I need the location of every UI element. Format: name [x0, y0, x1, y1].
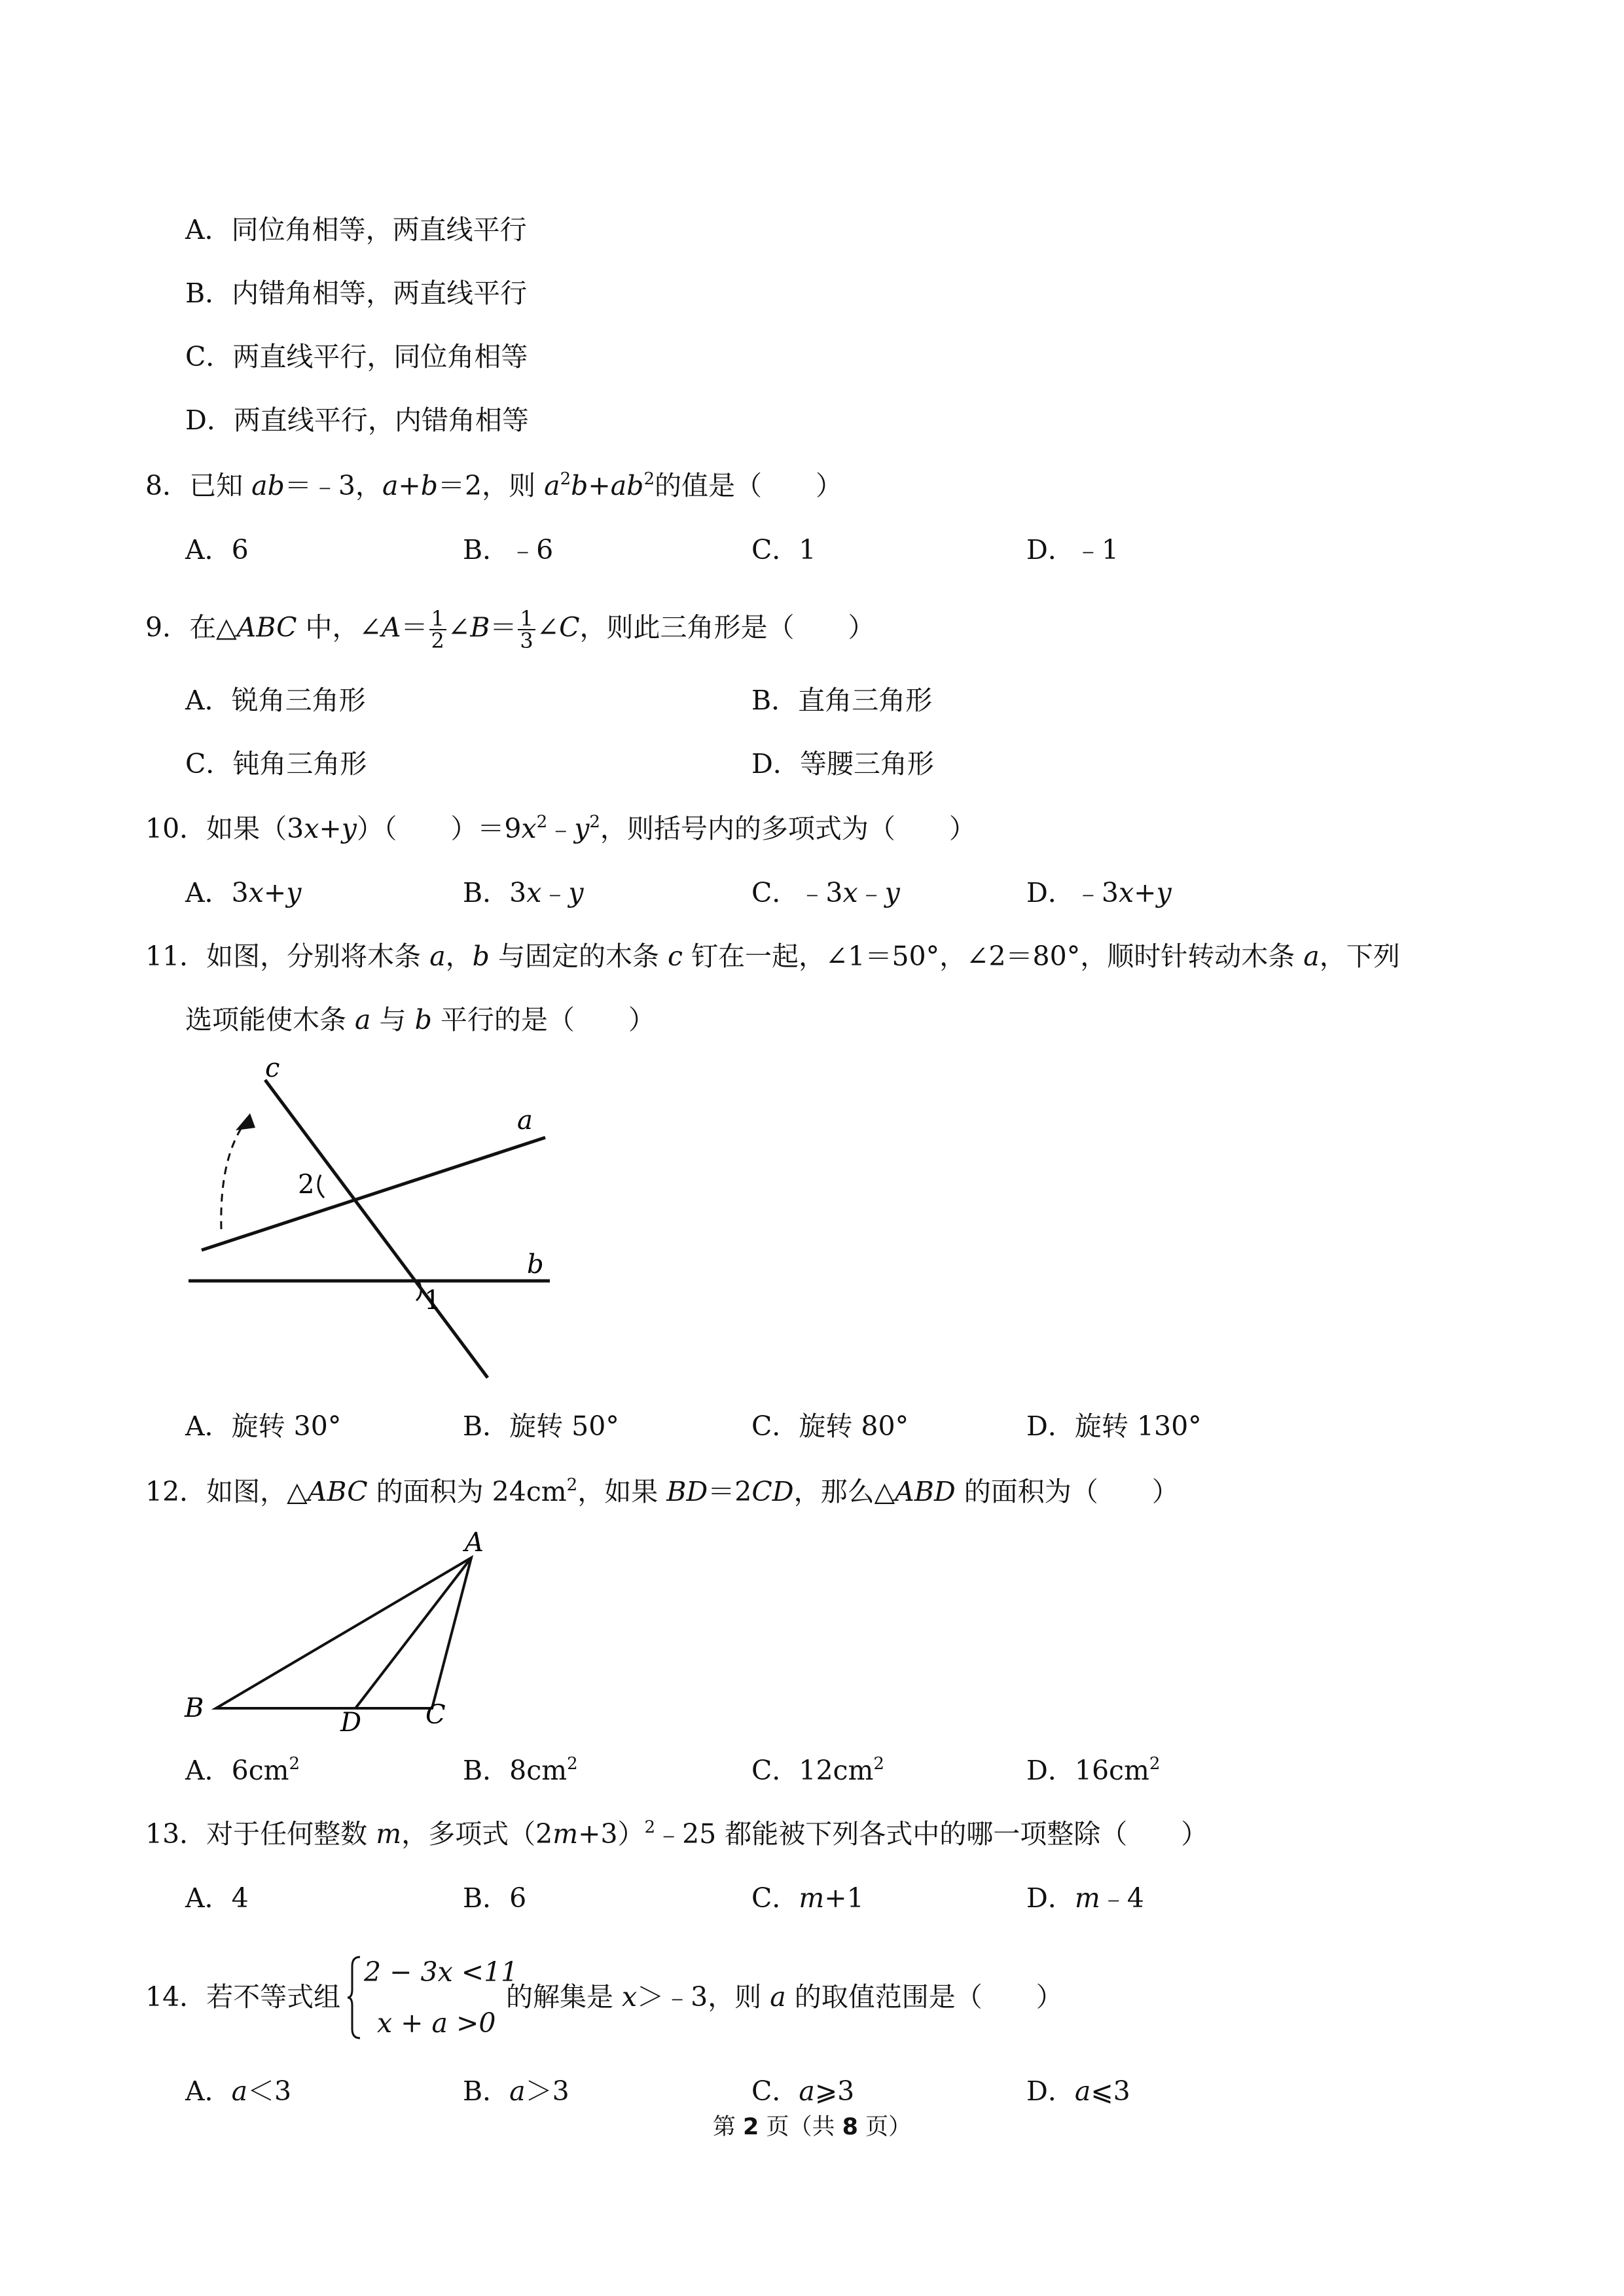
line-c [265, 1080, 488, 1378]
label-a: a [517, 1105, 533, 1136]
q8-option-a: A．6 [185, 534, 249, 565]
q13-option-c: C．m+1 [751, 1882, 864, 1914]
q11-stem-line2: 选项能使木条 a 与 b 平行的是（ ） [185, 1004, 655, 1035]
q11-option-b: B．旋转 50° [463, 1410, 619, 1442]
q11-stem-line1: 11．如图，分别将木条 a，b 与固定的木条 c 钉在一起，∠1＝50°，∠2＝80°，顺时针转动木条 a，下列 [145, 941, 1400, 972]
q14-inequality-1: 2 − 3x <11 [364, 1956, 518, 1988]
q14-stem-suffix: 的解集是 x＞﹣3，则 a 的取值范围是（ ） [506, 1981, 1063, 2013]
q8-option-c: C．1 [751, 534, 816, 565]
label-A: A [465, 1528, 484, 1558]
q13-option-a: A．4 [185, 1882, 249, 1914]
angle-2-arc [318, 1175, 324, 1198]
q14-option-d: D．a⩽3 [1026, 2075, 1130, 2107]
q9-option-a: A．锐角三角形 [185, 685, 366, 716]
q7-option-c: C．两直线平行，同位角相等 [185, 341, 528, 372]
q14-option-a: A．a＜3 [185, 2075, 292, 2107]
q12-figure [177, 1522, 504, 1738]
segment-ad [355, 1558, 471, 1708]
q11-option-a: A．旋转 30° [185, 1410, 342, 1442]
q10-option-d: D．﹣3x+y [1026, 877, 1172, 908]
q10-option-b: B．3x﹣y [463, 877, 584, 908]
q14-option-c: C．a⩾3 [751, 2075, 855, 2107]
q12-option-b: B．$8cm^2$ [463, 1754, 578, 1786]
q13-option-b: B．6 [463, 1882, 527, 1914]
q11-option-c: C．旋转 80° [751, 1410, 909, 1442]
label-b: b [527, 1249, 544, 1280]
q11-option-d: D．旋转 130° [1026, 1410, 1202, 1442]
label-B: B [185, 1693, 204, 1723]
line-a [202, 1138, 545, 1250]
label-c: c [265, 1057, 280, 1083]
q14-system-brace [347, 1956, 361, 2039]
triangle-abc [216, 1558, 471, 1708]
q7-option-b: B．内错角相等，两直线平行 [185, 278, 528, 309]
q9-stem: 9．在△ABC 中，∠A＝ $\frac{1}{2}$ ∠B＝ $\frac{1}{3}$ ∠C，则此三角形是（ ） [145, 606, 875, 653]
q9-option-b: B．直角三角形 [751, 685, 933, 716]
label-D: D [340, 1708, 362, 1738]
q12-option-c: C．$12cm^2$ [751, 1754, 884, 1786]
q8-option-b: B．﹣6 [463, 534, 554, 565]
q12-stem: 12．如图，△ABC 的面积为 $24cm^2$，如果 BD＝2CD，那么△ABD 的面积为（ ） [145, 1475, 1179, 1507]
q8-stem: 8．已知 ab＝﹣3，a+b＝2，则 $a^2b+ab^2$的值是（ ） [145, 469, 842, 501]
arrow-head-icon [236, 1113, 255, 1130]
q12-option-a: A．$6cm^2$ [185, 1754, 300, 1786]
q11-figure [177, 1057, 569, 1388]
q13-option-d: D．m﹣4 [1026, 1882, 1144, 1914]
q13-stem: 13．对于任何整数 m，多项式$(2m+3)^2﹣25$ 都能被下列各式中的哪一项整除（ ） [145, 1818, 1208, 1850]
q10-stem: 10．如果（3x+y）（ ）$=9x^2﹣y^2$，则括号内的多项式为（ ） [145, 812, 976, 844]
q9-option-d: D．等腰三角形 [751, 748, 934, 780]
page-footer: 第 2 页（共 8 页） [712, 2114, 912, 2140]
q8-option-d: D．﹣1 [1026, 534, 1119, 565]
q14-inequality-2: x + a >0 [377, 2007, 496, 2039]
q10-option-a: A．3x+y [185, 877, 302, 908]
label-1: 1 [424, 1285, 441, 1316]
q10-option-c: C．﹣3x﹣y [751, 877, 900, 908]
label-C: C [425, 1700, 446, 1730]
q12-option-d: D．$16cm^2$ [1026, 1754, 1161, 1786]
label-2: 2 [298, 1170, 315, 1200]
q9-fraction-half: $\frac{1}{2}$ [429, 608, 446, 651]
rotation-arrow [221, 1119, 247, 1229]
q7-option-a: A．同位角相等，两直线平行 [185, 214, 527, 245]
q9-fraction-third: $\frac{1}{3}$ [518, 608, 535, 651]
q14-stem-prefix: 14．若不等式组 [145, 1981, 341, 2013]
q9-option-c: C．钝角三角形 [185, 748, 367, 780]
q14-option-b: B．a＞3 [463, 2075, 569, 2107]
q7-option-d: D．两直线平行，内错角相等 [185, 404, 529, 436]
